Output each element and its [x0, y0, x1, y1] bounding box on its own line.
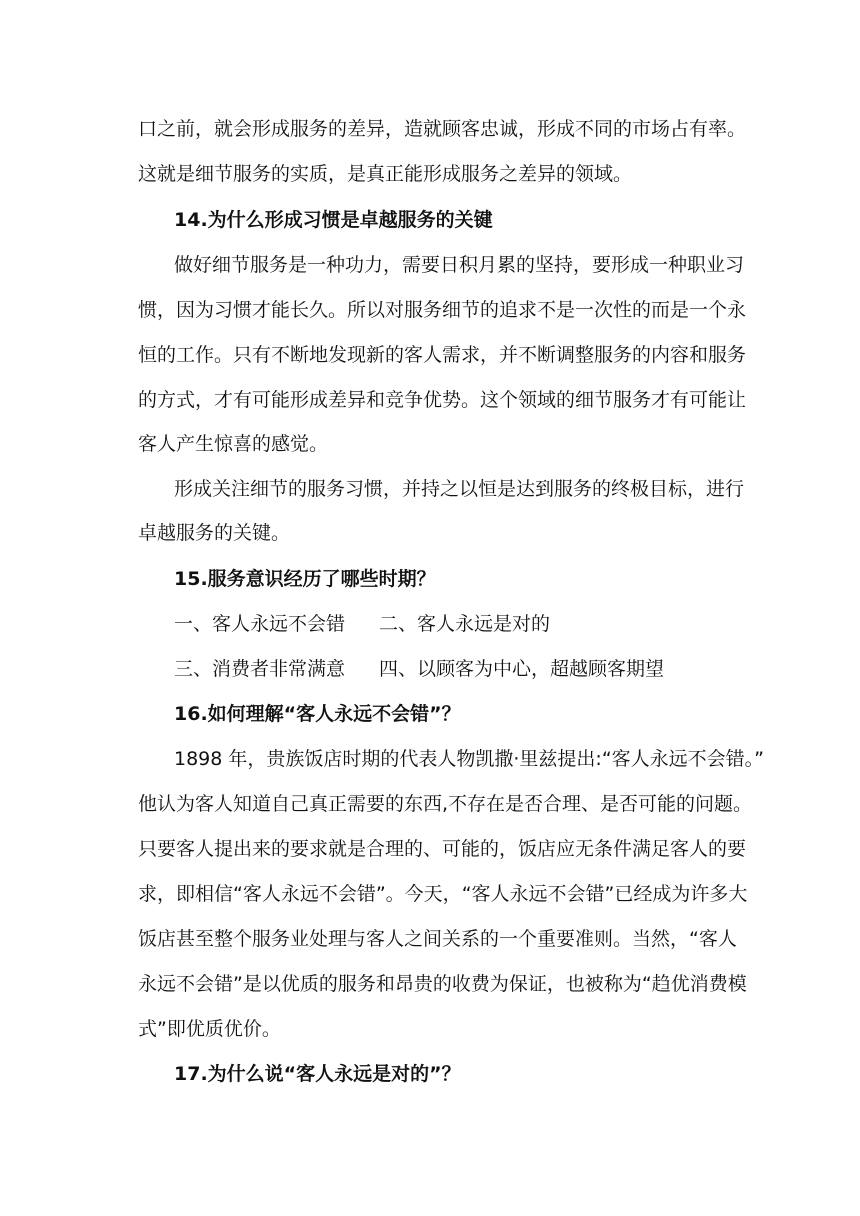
- list-row: [174, 612, 550, 636]
- paragraph-line: 式”即优质优价。: [138, 1018, 281, 1040]
- list-item: 三、消费者非常满意: [174, 658, 346, 680]
- paragraph-line: 只要客人提出来的要求就是合理的、可能的，饭店应无条件满足客人的要: [138, 838, 747, 860]
- paragraph-line: 1898 年，贵族饭店时期的代表人物凯撒·里兹提出:“客人永远不会错。”: [174, 748, 765, 770]
- paragraph-line: 卓越服务的关键。: [138, 522, 291, 544]
- paragraph-line: 永远不会错”是以优质的服务和昂贵的收费为保证，也被称为“趋优消费模: [138, 973, 747, 995]
- list-row: [174, 657, 664, 681]
- list-item: 一、客人永远不会错: [174, 613, 346, 635]
- paragraph-line: 惯，因为习惯才能长久。所以对服务细节的追求不是一次性的而是一个永: [138, 299, 747, 321]
- paragraph-line: 做好细节服务是一种功力，需要日积月累的坚持，要形成一种职业习: [174, 254, 745, 276]
- paragraph-line: 口之前，就会形成服务的差异，造就顾客忠诚，形成不同的市场占有率。: [138, 118, 747, 140]
- section-heading-16: 16.如何理解“客人永远不会错”？: [174, 703, 461, 725]
- paragraph-line: 饭店甚至整个服务业处理与客人之间关系的一个重要准则。当然，“客人: [138, 928, 737, 950]
- paragraph-line: 形成关注细节的服务习惯，并持之以恒是达到服务的终极目标，进行: [174, 478, 745, 500]
- paragraph-line: 求，即相信“客人永远不会错”。今天，“客人永远不会错”已经成为许多大: [138, 883, 748, 905]
- section-heading-15: 15.服务意识经历了哪些时期？: [174, 568, 436, 590]
- paragraph-line: 这就是细节服务的实质，是真正能形成服务之差异的领域。: [138, 163, 633, 185]
- paragraph-line: 的方式，才有可能形成差异和竞争优势。这个领域的细节服务才有可能让: [138, 389, 747, 411]
- paragraph-line: 他认为客人知道自己真正需要的东西,不存在是否合理、是否可能的问题。: [138, 793, 753, 815]
- paragraph-line: 客人产生惊喜的感觉。: [138, 433, 329, 455]
- section-heading-14: 14.为什么形成习惯是卓越服务的关键: [174, 209, 493, 231]
- paragraph-line: 恒的工作。只有不断地发现新的客人需求，并不断调整服务的内容和服务: [138, 344, 747, 366]
- list-item: 四、以顾客为中心，超越顾客期望: [379, 658, 665, 680]
- list-item: 二、客人永远是对的: [379, 613, 551, 635]
- section-heading-17: 17.为什么说“客人永远是对的”？: [174, 1063, 461, 1085]
